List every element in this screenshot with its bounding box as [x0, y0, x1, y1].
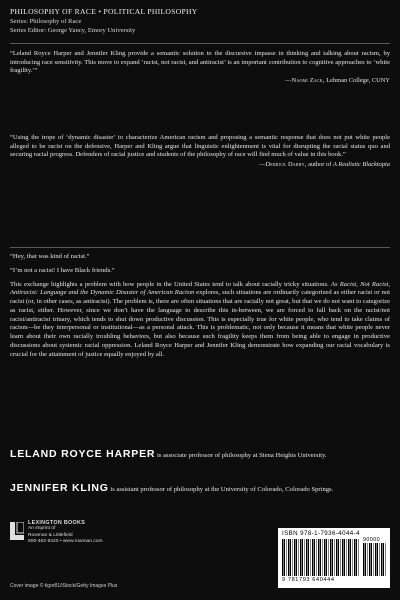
blurb-attribution	[10, 77, 390, 86]
book-title: As Racist, Not Racist, Antiracist: Language and the Dynamic Disaster of American Racism	[10, 280, 390, 297]
series-header	[10, 6, 390, 35]
author-bio-kling	[10, 484, 390, 495]
series-name: Series: Philosophy of Race	[10, 18, 82, 25]
barcode-bars-icon	[282, 539, 360, 576]
author-bio-text: is associate professor of philosophy at Siena Heights University.	[156, 452, 327, 459]
blurb-text: “Leland Royce Harper and Jennifer Kling provide a semantic solution to the discursive impasse in thinking and talking about racism, by introducing race sensitivity. This move to expand ‘racist, not racist, and antiracist’ is an important contribution to cognitive approaches to ‘white fragility.’”	[10, 50, 390, 75]
description-paragraph	[10, 281, 390, 360]
divider	[10, 247, 390, 248]
blurb-darby	[10, 134, 390, 169]
addon-barcode-bars-icon	[363, 543, 387, 576]
imprint-line: An imprint of	[28, 526, 56, 532]
price-code: 90000	[363, 537, 380, 543]
cover-image-credit: Cover image © tigor81/iStock/Getty Images Plus	[10, 583, 118, 589]
blurb-text: “Using the trope of ‘dynamic disaster’ to characterize American racism and proposing a semantic response that does not put white people alleged to be racist on the defensive, Harper and Kling argue that linguistic enlightenment is vital for disrupting the racial status quo and securing racial progress. Defenders of racial justice and students of the philosophy of race will find much of value in this book.”	[10, 134, 390, 159]
attribution-book: A Realistic Blacktopia	[332, 160, 390, 168]
publisher-info	[28, 520, 103, 546]
series-editor: Series Editor: George Yancy, Emory University	[10, 27, 136, 34]
isbn-barcode	[278, 528, 390, 588]
description-text: explores, such situations are ordinarily categorized as either racist or not racist (or, in other cases, as antiracist). The problem is, there are often situations that are racially not great, but that we do not want to categorize as racist, either. However, since we don’t have the language to describe this in-between, we are forced to fall back on the racist/not racist/antiracist trinary, which tends to shut down productive discussion. This is especially true for white people, who tend to take claims of racism—be they interpersonal or institutional—as a personal attack. This is problematic, not only because it means that white people never learn about their own racially troubling behaviors, but also because such fragility keeps them from being able to engage in productive discussions about systemic racial oppression. Leland Royce Harper and Jennifer Kling demonstrate how expanding our racial vocabulary is crucial for the attainment of justice equally enjoyed by all.	[10, 289, 390, 358]
author-bio-harper	[10, 450, 390, 461]
publisher-contact: 800-462-6420 • www.rowman.com	[28, 539, 103, 545]
subject-category: PHILOSOPHY OF RACE • POLITICAL PHILOSOPHY	[10, 7, 198, 16]
attribution-name: —Naomi Zack,	[285, 76, 325, 84]
attribution-name: —Derrick Darby,	[258, 160, 307, 168]
description-text: This exchange highlights a problem with how people in the United States tend to talk about racially tricky situations.	[10, 280, 329, 288]
dialogue-line: “Hey, that was kind of racist.”	[10, 253, 90, 260]
divider	[10, 43, 390, 44]
author-bio-text: is assistant professor of philosophy at the University of Colorado, Colorado Springs.	[110, 486, 334, 493]
book-description	[10, 253, 390, 364]
blurb-zack	[10, 50, 390, 85]
publisher-block	[10, 520, 180, 580]
ean-number: 9 781793 640444	[282, 577, 335, 583]
attribution-affiliation: author of	[308, 160, 332, 168]
lexington-logo-icon	[10, 522, 24, 540]
dialogue-line: “I’m not a racist! I have Black friends.”	[10, 266, 115, 274]
attribution-affiliation: Lehman College, CUNY	[326, 76, 390, 84]
imprint-line: Rowman & Littlefield	[28, 532, 73, 538]
publisher-name: LEXINGTON BOOKS	[28, 520, 86, 526]
author-name: LELAND ROYCE HARPER	[10, 448, 156, 460]
author-name: JENNIFER KLING	[10, 482, 109, 494]
isbn-number: ISBN 978-1-7936-4044-4	[282, 530, 360, 537]
blurb-attribution	[10, 161, 390, 170]
